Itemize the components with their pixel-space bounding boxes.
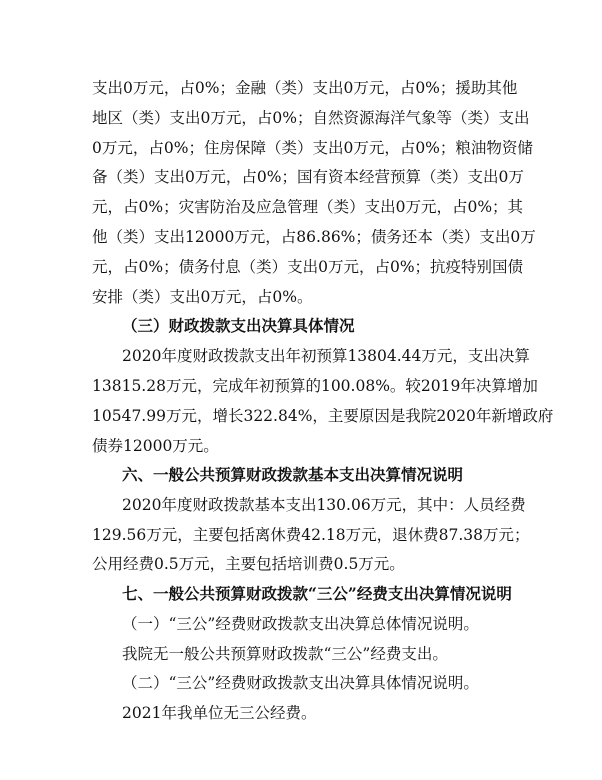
- paragraph-line: 2020年度财政拨款基本支出130.06万元，其中：人员经费: [122, 496, 526, 514]
- paragraph-line: 安排（类）支出0万元，占0%。: [92, 288, 313, 306]
- paragraph-line: （二）“三公”经费财政拨款支出决算具体情况说明。: [122, 674, 479, 692]
- paragraph-line: 公用经费0.5万元，主要包括培训费0.5万元。: [92, 555, 405, 573]
- paragraph-line: 他（类）支出12000万元，占86.86%；债务还本（类）支出0万: [92, 228, 536, 246]
- paragraph-line: 我院无一般公共预算财政拨款“三公”经费支出。: [122, 645, 448, 663]
- paragraph-line: 2020年度财政拨款支出年初预算13804.44万元，支出决算: [122, 347, 530, 365]
- paragraph-line: 129.56万元，主要包括离休费42.18万元，退休费87.38万元；: [92, 526, 530, 544]
- paragraph-line: 10547.99万元，增长322.84%，主要原因是我院2020年新增政府: [92, 407, 554, 425]
- section-heading: 七、一般公共预算财政拨款“三公”经费支出决算情况说明: [122, 584, 512, 603]
- paragraph-line: 2021年我单位无三公经费。: [122, 704, 317, 722]
- paragraph-line: 0万元，占0%；住房保障（类）支出0万元，占0%；粮油物资储: [92, 139, 533, 157]
- paragraph-line: 支出0万元，占0%；金融（类）支出0万元，占0%；援助其他: [92, 79, 518, 97]
- paragraph-line: （一）“三公”经费财政拨款支出决算总体情况说明。: [122, 615, 479, 633]
- paragraph-line: 元，占0%；灾害防治及应急管理（类）支出0万元，占0%；其: [92, 198, 524, 216]
- paragraph-line: 备（类）支出0万元，占0%；国有资本经营预算（类）支出0万: [92, 168, 524, 186]
- paragraph-line: 债券12000万元。: [92, 437, 219, 455]
- paragraph-line: 地区（类）支出0万元，占0%；自然资源海洋气象等（类）支出: [92, 109, 530, 127]
- section-heading: （三）财政拨款支出决算具体情况: [122, 316, 355, 335]
- section-heading: 六、一般公共预算财政拨款基本支出决算情况说明: [122, 465, 464, 484]
- paragraph-line: 13815.28万元，完成年初预算的100.08%。较2019年决算增加: [92, 377, 538, 395]
- paragraph-line: 元，占0%；债务付息（类）支出0万元，占0%；抗疫特别国债: [92, 258, 524, 276]
